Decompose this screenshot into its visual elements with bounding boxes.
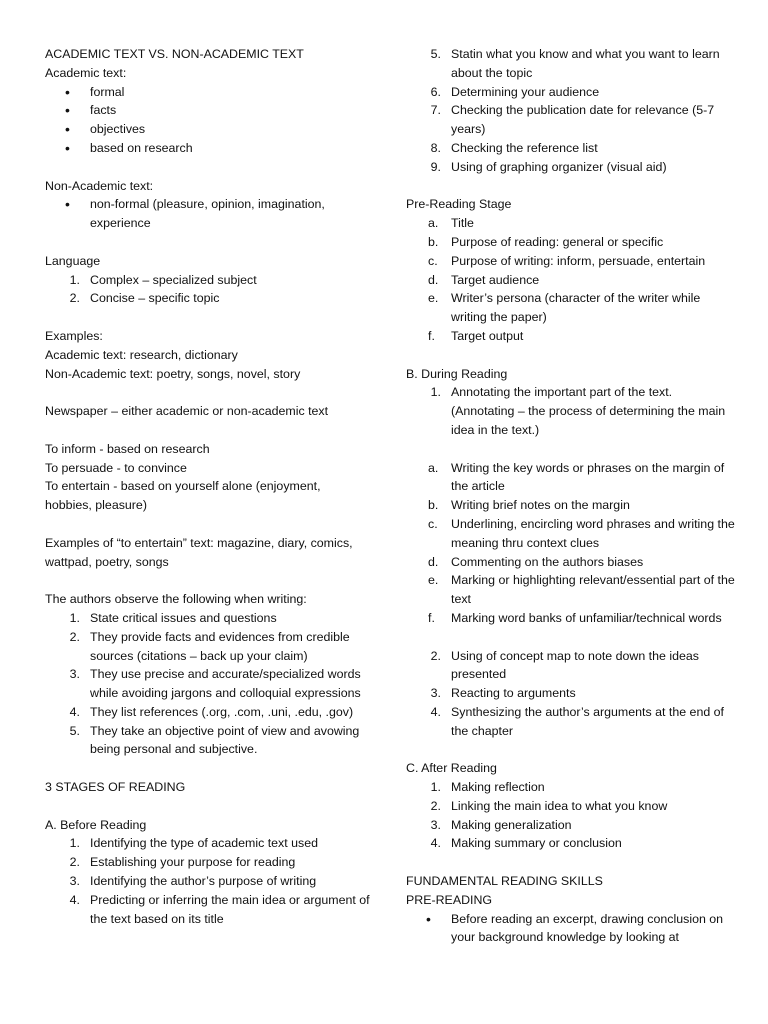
list-item-text: State critical issues and questions	[90, 610, 277, 625]
right-column	[406, 45, 736, 947]
blank-line	[406, 177, 736, 196]
numbered-list-item	[45, 853, 375, 872]
lettered-list-item	[406, 459, 736, 497]
list-item-text: Identifying the author’s purpose of writing	[90, 874, 317, 889]
numbered-list-item	[406, 158, 736, 177]
text-line: Non-Academic text: poetry, songs, novel, story	[45, 366, 301, 381]
list-item-text: Purpose of reading: general or specific	[451, 234, 664, 249]
list-item-text: Annotating the important part of the text. (Annotating – the process of determining the main idea in the text.)	[451, 385, 726, 437]
list-marker: 5.	[69, 723, 80, 738]
numbered-list-item	[406, 703, 736, 741]
list-marker: 3.	[69, 874, 80, 889]
numbered-list-item	[406, 83, 736, 102]
numbered-list-item	[45, 834, 375, 853]
list-item-text: facts	[90, 103, 117, 118]
blank-line	[45, 158, 375, 177]
list-marker: e.	[428, 573, 439, 588]
text-line: Language	[45, 253, 101, 268]
lettered-list-item	[406, 496, 736, 515]
numbered-list-item	[45, 289, 375, 308]
list-marker: 2.	[69, 629, 80, 644]
numbered-list-item	[406, 45, 736, 83]
blank-line	[406, 740, 736, 759]
list-item-text: Commenting on the authors biases	[451, 554, 644, 569]
text-line: hobbies, pleasure)	[45, 498, 147, 513]
list-item-text: non-formal (pleasure, opinion, imagination, experience	[90, 197, 325, 231]
numbered-list-item	[45, 609, 375, 628]
blank-line	[406, 853, 736, 872]
text-line: Academic text:	[45, 65, 127, 80]
list-marker: 1.	[430, 385, 441, 400]
numbered-list-item	[45, 703, 375, 722]
list-item-text: Reacting to arguments	[451, 686, 576, 701]
list-item-text: objectives	[90, 122, 146, 137]
numbered-list-item	[406, 797, 736, 816]
list-item-text: They take an objective point of view and avowing being personal and subjective.	[90, 723, 360, 757]
list-item-text: Before reading an excerpt, drawing conclusion on your background knowledge by looking at	[451, 911, 724, 945]
text-line: To inform - based on research	[45, 441, 210, 456]
lettered-list-item	[406, 327, 736, 346]
list-item-text: Using of graphing organizer (visual aid)	[451, 159, 667, 174]
left-column	[45, 45, 375, 928]
list-marker: 2.	[430, 648, 441, 663]
text-line: To entertain - based on yourself alone (enjoyment,	[45, 479, 321, 494]
lettered-list-item	[406, 515, 736, 553]
text-line: 3 STAGES OF READING	[45, 780, 186, 795]
list-item-text: Making reflection	[451, 780, 545, 795]
blank-line	[406, 440, 736, 459]
text-line: C. After Reading	[406, 761, 497, 776]
lettered-list-item	[406, 233, 736, 252]
text-line: Academic text: research, dictionary	[45, 347, 238, 362]
text-line: Non-Academic text:	[45, 178, 154, 193]
list-marker: a.	[428, 216, 439, 231]
list-marker: 5.	[430, 47, 441, 61]
list-marker: c.	[428, 516, 438, 531]
numbered-list-item	[45, 722, 375, 760]
list-marker: 4.	[69, 704, 80, 719]
list-item-text: Making generalization	[451, 817, 572, 832]
text-line: The authors observe the following when writing:	[45, 592, 307, 607]
list-marker: 4.	[69, 892, 80, 907]
bullet-list-item	[45, 83, 375, 102]
list-item-text: Target output	[451, 328, 524, 343]
text-line: B. During Reading	[406, 366, 508, 381]
list-item-text: They list references (.org, .com, .uni, .edu, .gov)	[90, 704, 354, 719]
list-marker: 3.	[430, 817, 441, 832]
blank-line	[45, 571, 375, 590]
list-marker: a.	[428, 460, 439, 475]
list-marker: e.	[428, 291, 439, 306]
bullet-list-item	[406, 910, 736, 948]
text-line: PRE-READING	[406, 892, 493, 907]
list-item-text: based on research	[90, 140, 193, 155]
blank-line	[45, 759, 375, 778]
list-marker: d.	[428, 272, 439, 287]
lettered-list-item	[406, 571, 736, 609]
list-marker: 9.	[430, 159, 441, 174]
bullet-list-item	[45, 139, 375, 158]
list-item-text: Title	[451, 216, 474, 231]
blank-line	[45, 233, 375, 252]
list-marker: 6.	[430, 84, 441, 99]
list-marker: 1.	[69, 272, 80, 287]
bullet-icon: •	[65, 196, 70, 213]
list-item-text: Writer’s persona (character of the writer while writing the paper)	[451, 291, 701, 325]
blank-line	[45, 308, 375, 327]
lettered-list-item	[406, 553, 736, 572]
list-marker: 1.	[430, 780, 441, 795]
numbered-list-item	[406, 647, 736, 685]
lettered-list-item	[406, 609, 736, 628]
numbered-list-item	[406, 816, 736, 835]
bullet-icon: •	[65, 102, 70, 119]
list-item-text: They provide facts and evidences from credible sources (citations – back up your claim)	[90, 629, 350, 663]
list-marker: 1.	[69, 610, 80, 625]
list-item-text: Complex – specialized subject	[90, 272, 257, 287]
numbered-list-item	[406, 778, 736, 797]
numbered-list-item	[406, 684, 736, 703]
blank-line	[406, 628, 736, 647]
list-marker: f.	[428, 610, 435, 625]
lettered-list-item	[406, 252, 736, 271]
text-line: ACADEMIC TEXT VS. NON-ACADEMIC TEXT	[45, 47, 304, 61]
text-line: FUNDAMENTAL READING SKILLS	[406, 874, 603, 889]
list-item-text: Linking the main idea to what you know	[451, 798, 668, 813]
numbered-list-item	[406, 834, 736, 853]
numbered-list-item	[406, 383, 736, 439]
lettered-list-item	[406, 271, 736, 290]
list-marker: d.	[428, 554, 439, 569]
list-marker: 2.	[430, 798, 441, 813]
list-marker: 4.	[430, 704, 441, 719]
text-line: Newspaper – either academic or non-academic text	[45, 404, 329, 419]
bullet-icon: •	[65, 83, 70, 100]
list-marker: 2.	[69, 291, 80, 306]
list-marker: c.	[428, 253, 438, 268]
list-item-text: Establishing your purpose for reading	[90, 855, 296, 870]
list-item-text: Marking or highlighting relevant/essential part of the text	[451, 573, 735, 607]
text-line: A. Before Reading	[45, 817, 147, 832]
list-marker: b.	[428, 498, 439, 513]
text-line: To persuade - to convince	[45, 460, 187, 475]
list-item-text: formal	[90, 84, 125, 99]
list-marker: f.	[428, 328, 435, 343]
text-line: Pre-Reading Stage	[406, 197, 512, 212]
list-item-text: Target audience	[451, 272, 540, 287]
numbered-list-item	[45, 628, 375, 666]
list-item-text: Using of concept map to note down the ideas presented	[451, 648, 699, 682]
list-item-text: Concise – specific topic	[90, 291, 220, 306]
numbered-list-item	[406, 101, 736, 139]
list-marker: 3.	[69, 667, 80, 682]
list-item-text: Determining your audience	[451, 84, 600, 99]
list-marker: 8.	[430, 140, 441, 155]
bullet-icon: •	[426, 910, 431, 927]
list-item-text: They use precise and accurate/specialized words while avoiding jargons and colloquial expressions	[90, 667, 361, 701]
list-item-text: Underlining, encircling word phrases and writing the meaning thru context clues	[451, 516, 735, 550]
list-item-text: Purpose of writing: inform, persuade, entertain	[451, 253, 706, 268]
text-line: wattpad, poetry, songs	[45, 554, 169, 569]
list-marker: 1.	[69, 836, 80, 851]
blank-line	[45, 515, 375, 534]
list-item-text: Writing the key words or phrases on the margin of the article	[451, 460, 725, 494]
lettered-list-item	[406, 214, 736, 233]
blank-line	[45, 421, 375, 440]
text-line: Examples:	[45, 328, 103, 343]
bullet-list-item	[45, 195, 375, 233]
list-item-text: Identifying the type of academic text used	[90, 836, 318, 851]
bullet-icon: •	[65, 139, 70, 156]
list-marker: b.	[428, 234, 439, 249]
blank-line	[45, 383, 375, 402]
list-item-text: Making summary or conclusion	[451, 836, 622, 851]
lettered-list-item	[406, 289, 736, 327]
text-line: Examples of “to entertain” text: magazine, diary, comics,	[45, 535, 353, 550]
list-item-text: Checking the publication date for relevance (5-7 years)	[451, 103, 715, 137]
list-item-text: Checking the reference list	[451, 140, 598, 155]
list-marker: 4.	[430, 836, 441, 851]
list-item-text: Statin what you know and what you want to learn about the topic	[451, 47, 720, 80]
blank-line	[406, 346, 736, 365]
bullet-icon: •	[65, 121, 70, 138]
list-item-text: Predicting or inferring the main idea or argument of the text based on its title	[90, 892, 370, 926]
list-item-text: Writing brief notes on the margin	[451, 498, 630, 513]
numbered-list-item	[45, 271, 375, 290]
numbered-list-item	[406, 139, 736, 158]
bullet-list-item	[45, 120, 375, 139]
numbered-list-item	[45, 891, 375, 929]
blank-line	[45, 797, 375, 816]
list-item-text: Synthesizing the author’s arguments at the end of the chapter	[451, 704, 724, 738]
list-marker: 3.	[430, 686, 441, 701]
list-item-text: Marking word banks of unfamiliar/technical words	[451, 610, 722, 625]
bullet-list-item	[45, 101, 375, 120]
list-marker: 2.	[69, 855, 80, 870]
numbered-list-item	[45, 872, 375, 891]
list-marker: 7.	[430, 103, 441, 118]
numbered-list-item	[45, 665, 375, 703]
